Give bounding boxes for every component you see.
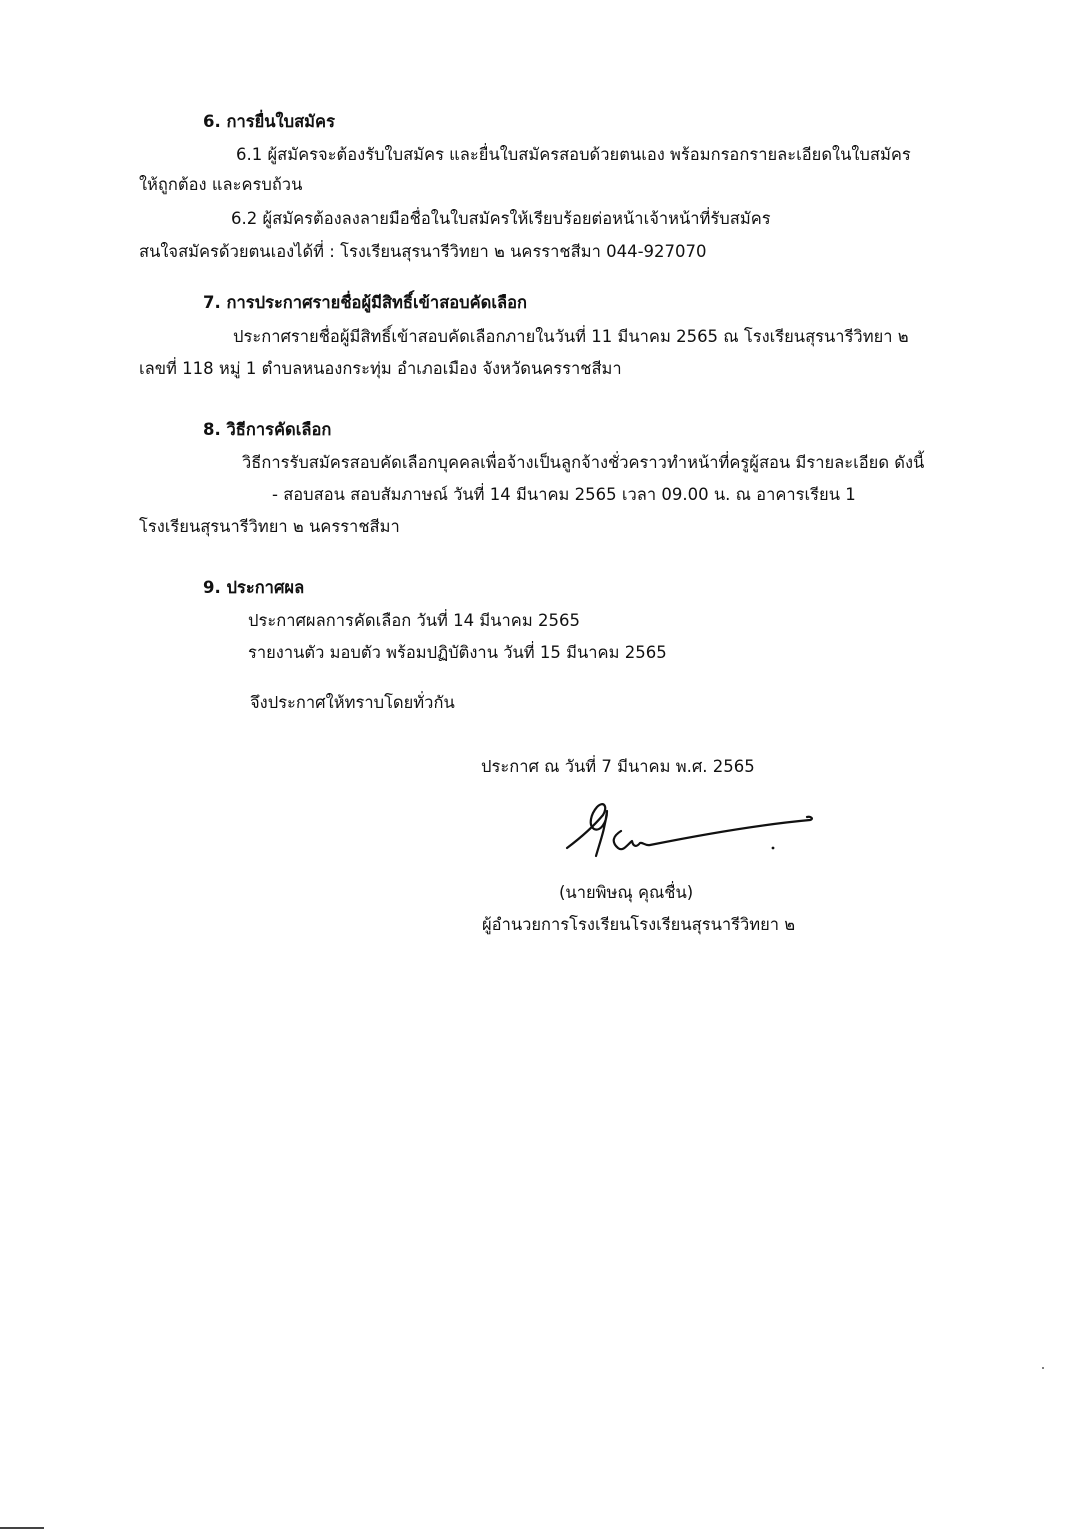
- announcement-date: ประกาศ ณ วันที่ 7 มีนาคม พ.ศ. 2565: [481, 757, 755, 776]
- section-8-heading: 8. วิธีการคัดเลือก: [203, 420, 332, 439]
- section-7-line-1: ประกาศรายชื่อผู้มีสิทธิ์เข้าสอบคัดเลือกภายในวันที่ 11 มีนาคม 2565 ณ โรงเรียนสุรนารีวิทยา ๒: [233, 327, 909, 346]
- section-6-item-1-line-1: 6.1 ผู้สมัครจะต้องรับใบสมัคร และยื่นใบสมัครสอบด้วยตนเอง พร้อมกรอกรายละเอียดในใบสมัคร: [236, 145, 911, 164]
- section-9-line-2: รายงานตัว มอบตัว พร้อมปฏิบัติงาน วันที่ 15 มีนาคม 2565: [248, 643, 667, 662]
- section-8-bullet-line-2: โรงเรียนสุรนารีวิทยา ๒ นครราชสีมา: [139, 517, 400, 536]
- section-6-item-2-line-2: สนใจสมัครด้วยตนเองได้ที่ : โรงเรียนสุรนารีวิทยา ๒ นครราชสีมา 044-927070: [139, 242, 707, 261]
- section-7-line-2: เลขที่ 118 หมู่ 1 ตำบลหนองกระทุ่ม อำเภอเมือง จังหวัดนครราชสีมา: [139, 359, 622, 378]
- section-8-line-1: วิธีการรับสมัครสอบคัดเลือกบุคคลเพื่อจ้างเป็นลูกจ้างชั่วคราวทำหน้าที่ครูผู้สอน มีรายละเอียด ดังนี้: [242, 453, 925, 472]
- section-9-heading: 9. ประกาศผล: [203, 578, 305, 597]
- scan-edge-mark: [0, 1527, 44, 1529]
- section-6-item-2-line-1: 6.2 ผู้สมัครต้องลงลายมือชื่อในใบสมัครให้เรียบร้อยต่อหน้าเจ้าหน้าที่รับสมัคร: [231, 209, 771, 228]
- signer-title: ผู้อำนวยการโรงเรียนโรงเรียนสุรนารีวิทยา ๒: [482, 915, 796, 934]
- scan-dot: [1042, 1367, 1044, 1369]
- signature-image: [555, 795, 825, 865]
- section-6-heading: 6. การยื่นใบสมัคร: [203, 112, 335, 131]
- signer-name: (นายพิษณุ คุณชื่น): [559, 883, 694, 902]
- closing-statement: จึงประกาศให้ทราบโดยทั่วกัน: [250, 693, 455, 712]
- section-8-bullet-line-1: - สอบสอน สอบสัมภาษณ์ วันที่ 14 มีนาคม 2565 เวลา 09.00 น. ณ อาคารเรียน 1: [272, 485, 856, 504]
- section-7-heading: 7. การประกาศรายชื่อผู้มีสิทธิ์เข้าสอบคัดเลือก: [203, 293, 528, 312]
- section-6-item-1-line-2: ให้ถูกต้อง และครบถ้วน: [139, 175, 303, 194]
- section-9-line-1: ประกาศผลการคัดเลือก วันที่ 14 มีนาคม 2565: [248, 611, 580, 630]
